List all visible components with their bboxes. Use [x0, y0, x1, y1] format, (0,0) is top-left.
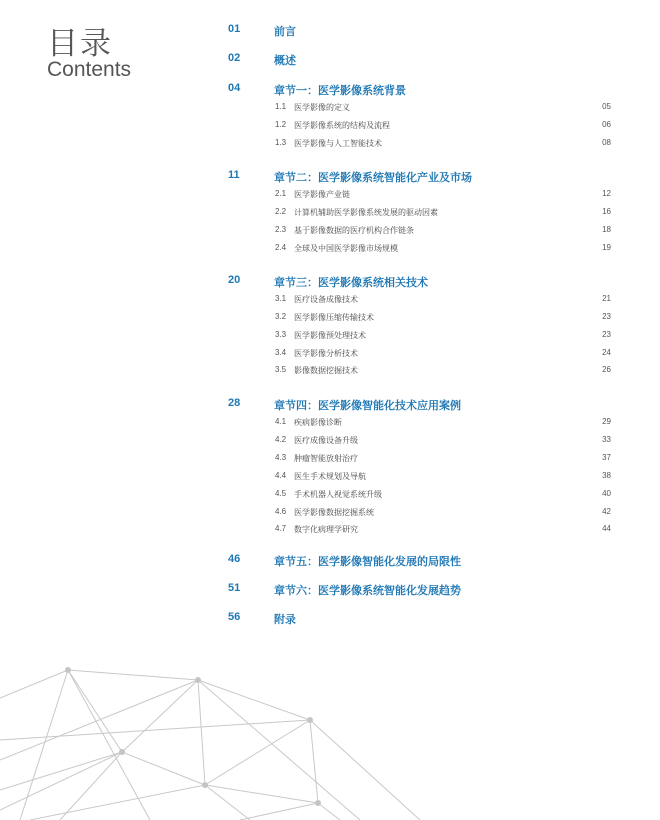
section-page: 23	[602, 312, 611, 321]
section-title: 疾病影像诊断	[294, 418, 342, 427]
toc-item[interactable]	[0, 507, 660, 520]
section-number: 2.4	[275, 243, 287, 252]
toc-item[interactable]	[0, 138, 660, 151]
section-page: 08	[602, 138, 611, 147]
section-page: 05	[602, 102, 611, 111]
section-number: 2.1	[275, 189, 287, 198]
section-page: 37	[602, 453, 611, 462]
network-decoration	[0, 640, 660, 820]
toc-chapter-4[interactable]	[0, 397, 660, 413]
section-title: 医学影像的定义	[294, 103, 350, 112]
toc-item[interactable]	[0, 471, 660, 484]
section-page: 26	[602, 365, 611, 374]
chapter-title: 前言	[274, 25, 296, 38]
toc-item[interactable]	[0, 207, 660, 220]
toc-item[interactable]	[0, 225, 660, 238]
toc-item[interactable]	[0, 365, 660, 378]
section-number: 1.1	[275, 102, 287, 111]
toc-item[interactable]	[0, 243, 660, 256]
section-title: 医学影像分析技术	[294, 349, 358, 358]
section-number: 3.4	[275, 348, 287, 357]
toc-item[interactable]	[0, 102, 660, 115]
toc-item[interactable]	[0, 489, 660, 502]
section-page: 23	[602, 330, 611, 339]
chapter-title: 章节四：医学影像智能化技术应用案例	[274, 399, 461, 412]
section-number: 4.3	[275, 453, 287, 462]
chapter-title: 章节六：医学影像系统智能化发展趋势	[274, 584, 461, 597]
section-title: 肿瘤智能放射治疗	[294, 454, 358, 463]
chapter-title: 章节五：医学影像智能化发展的局限性	[274, 555, 461, 568]
section-number: 3.5	[275, 365, 287, 374]
section-title: 医学影像压缩传输技术	[294, 313, 374, 322]
toc-item[interactable]	[0, 348, 660, 361]
chapter-page-number: 02	[228, 52, 241, 64]
chapter-title: 章节一：医学影像系统背景	[274, 84, 406, 97]
section-page: 18	[602, 225, 611, 234]
toc-chapter-1[interactable]	[0, 82, 660, 98]
page-subtitle: Contents	[47, 58, 132, 81]
section-number: 4.7	[275, 524, 287, 533]
toc-item[interactable]	[0, 330, 660, 343]
section-title: 医学影像系统的结构及流程	[294, 121, 390, 130]
section-number: 2.2	[275, 207, 287, 216]
section-page: 33	[602, 435, 611, 444]
toc-item[interactable]	[0, 417, 660, 430]
section-page: 44	[602, 524, 611, 533]
section-title: 手术机器人视觉系统升级	[294, 490, 382, 499]
section-number: 4.1	[275, 417, 287, 426]
section-title: 医生手术规划及导航	[294, 472, 366, 481]
toc-chapter-5[interactable]	[0, 553, 660, 569]
section-number: 4.5	[275, 489, 287, 498]
chapter-page-number: 20	[228, 274, 241, 286]
chapter-title: 章节二：医学影像系统智能化产业及市场	[274, 171, 472, 184]
section-number: 4.2	[275, 435, 287, 444]
section-number: 3.3	[275, 330, 287, 339]
section-number: 1.2	[275, 120, 287, 129]
section-page: 19	[602, 243, 611, 252]
section-page: 16	[602, 207, 611, 216]
section-title: 全球及中国医学影像市场规模	[294, 244, 398, 253]
chapter-page-number: 46	[228, 553, 241, 565]
section-title: 影像数据挖掘技术	[294, 366, 358, 375]
section-number: 2.3	[275, 225, 287, 234]
chapter-page-number: 51	[228, 582, 241, 594]
chapter-page-number: 04	[228, 82, 241, 94]
chapter-page-number: 28	[228, 397, 241, 409]
chapter-title: 概述	[274, 54, 296, 67]
toc-chapter-preface[interactable]	[0, 23, 660, 39]
toc-item[interactable]	[0, 120, 660, 133]
chapter-title: 附录	[274, 613, 296, 626]
section-page: 29	[602, 417, 611, 426]
toc-item[interactable]	[0, 294, 660, 307]
section-page: 42	[602, 507, 611, 516]
section-page: 38	[602, 471, 611, 480]
section-number: 4.4	[275, 471, 287, 480]
toc-chapter-appendix[interactable]	[0, 611, 660, 627]
chapter-page-number: 56	[228, 611, 241, 623]
section-number: 1.3	[275, 138, 287, 147]
chapter-page-number: 01	[228, 23, 241, 35]
section-title: 基于影像数据的医疗机构合作链条	[294, 226, 414, 235]
section-page: 06	[602, 120, 611, 129]
chapter-title: 章节三：医学影像系统相关技术	[274, 276, 428, 289]
toc-chapter-overview[interactable]	[0, 52, 660, 68]
toc-item[interactable]	[0, 435, 660, 448]
toc-item[interactable]	[0, 312, 660, 325]
section-title: 医疗设备成像技术	[294, 295, 358, 304]
section-title: 医学影像与人工智能技术	[294, 139, 382, 148]
section-title: 数字化病理学研究	[294, 525, 358, 534]
section-title: 计算机辅助医学影像系统发展的驱动因素	[294, 208, 438, 217]
section-title: 医学影像预处理技术	[294, 331, 366, 340]
toc-chapter-3[interactable]	[0, 274, 660, 290]
toc-chapter-6[interactable]	[0, 582, 660, 598]
toc-item[interactable]	[0, 189, 660, 202]
section-number: 3.1	[275, 294, 287, 303]
section-page: 24	[602, 348, 611, 357]
section-page: 21	[602, 294, 611, 303]
toc-item[interactable]	[0, 524, 660, 537]
toc-item[interactable]	[0, 453, 660, 466]
section-page: 40	[602, 489, 611, 498]
section-page: 12	[602, 189, 611, 198]
section-title: 医学影像产业链	[294, 190, 350, 199]
page-title: 目录	[47, 26, 113, 62]
section-title: 医疗成像设备升级	[294, 436, 358, 445]
chapter-page-number: 11	[228, 169, 240, 181]
section-number: 4.6	[275, 507, 287, 516]
section-title: 医学影像数据挖掘系统	[294, 508, 374, 517]
toc-chapter-2[interactable]	[0, 169, 660, 185]
section-number: 3.2	[275, 312, 287, 321]
